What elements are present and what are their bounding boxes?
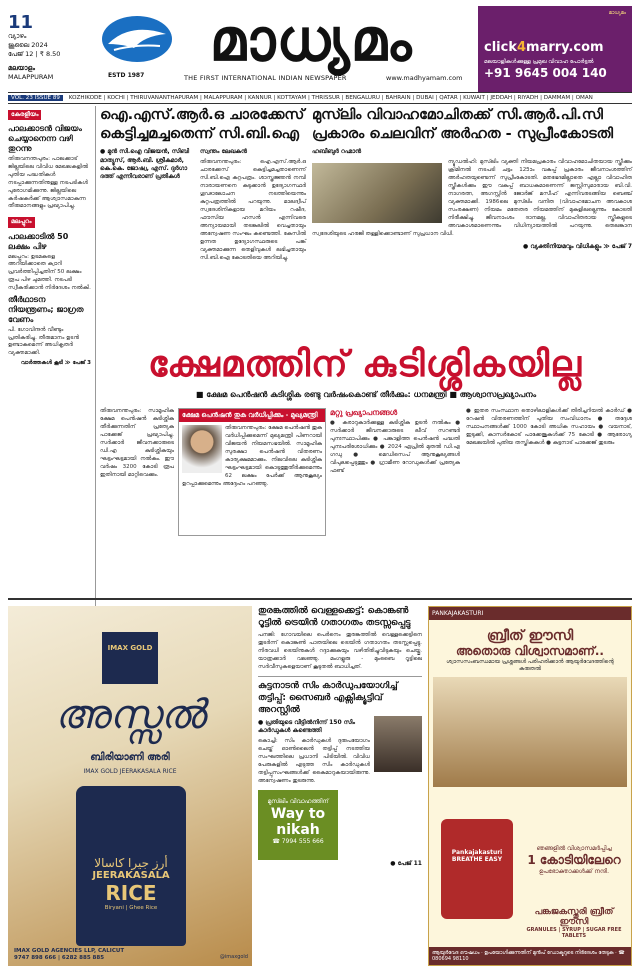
rice-ad-script: അസ്സൽ: [54, 692, 206, 738]
rice-ad-footer: IMAX GOLD AGENCIES LLP, CALICUT 9747 898 666 | 6282 885 885: [14, 947, 125, 961]
sc-headline[interactable]: മുസ്‍ലിം വിവാഹമോചിതക്ക് സി.ആർ.പി.സി പ്രകാരം ചെലവിന് അർഹത - സുപ്രീംകോടതി: [312, 107, 614, 143]
newspaper-logo: മാധ്യമം: [209, 6, 413, 74]
isro-byline: സ്വന്തം ലേഖകൻ: [200, 148, 247, 156]
rice-ad-subtagline: IMAX GOLD JEERAKASALA RICE: [83, 768, 177, 775]
brief-text: തിരുവനന്തപുരം: പാലക്കാട് ജില്ലയിലെ വിവിധ മേഖലകളിൽ പുതിയ പദ്ധതികൾ നടപ്പാക്കുന്നതിനുള്ള നടപടികൾ പുരോഗമിക്കുന്നു. ജില്ലയിലെ കർഷകർക്ക് ആശ്വാസമാകുന്ന തീരുമാനങ്ങളും പ്രഖ്യാപിച്ചു.: [8, 156, 89, 210]
edition-language: മലയാളം: [8, 64, 35, 73]
breathe-easy-ad[interactable]: [428, 606, 632, 966]
banner-subdeck: ■ ക്ഷേമ പെൻഷൻ കുടിശ്ശിക രണ്ടു വർഷംകൊണ്ട് തീർക്കും: ധനമന്ത്രി ■ ആശ്വാസപ്രഖ്യാപനം: [195, 390, 537, 399]
website-link[interactable]: www.madhyamam.com: [386, 74, 463, 82]
section-divider: [8, 598, 632, 600]
supreme-court-story: [312, 106, 632, 251]
rice-bag-sub: Biryani | Ghee Rice: [104, 905, 158, 911]
date-box: 11 വ്യാഴം ജൂലൈ 2024 പേജ് 12 | ₹ 8.50 മലയാളം MALAPPURAM: [8, 14, 72, 82]
sc-byline: ഹബീബുർ റഹ്മാൻ: [312, 148, 362, 156]
announcements-title: മറ്റു പ്രഖ്യാപനങ്ങൾ: [330, 408, 398, 417]
ad-headline: ബ്രീത് ഈസി: [486, 628, 574, 644]
other-announcements: [330, 408, 460, 476]
ad-subtitle: മലയാളികൾക്കുള്ള പ്രമുഖ വിവാഹ പോർട്ടൽ: [484, 59, 594, 65]
sim-fraud-body: കൊച്ചി: സിം കാർഡുകൾ ദുരുപയോഗം ചെയ്ത് ഓൺലൈൻ തട്ടിപ്പ് നടത്തിയ സംഘത്തിലെ പ്രധാനി പിടിയിൽ. വിവിധ പേരുകളിൽ എടുത്ത സിം കാർഡുകൾ തട്ടിപ്പുസംഘങ്ങൾക്ക് കൈമാറുകയായിരുന്നു. അന്വേഷണം തുടരുന്നു.: [258, 738, 370, 785]
announcements-col3: [466, 408, 632, 448]
volume-label: VOL. 23 ISSUE 89: [8, 95, 63, 101]
brief-headline[interactable]: പാലക്കാടൻ വിജയം ചെയ്യാനെന്ന വഴി തുറന്നു: [8, 124, 82, 154]
cm-box-title[interactable]: ക്ഷേമ പെൻഷൻ തുക വർധിപ്പിക്കും - മുഖ്യമന്ത്രി: [179, 409, 325, 422]
accused-photo: [374, 716, 422, 772]
supreme-court-photo: [312, 163, 442, 223]
page-count: പേജ് 12: [8, 49, 34, 58]
dove-emblem-icon: [100, 14, 174, 64]
ad-description: ശ്വാസസംബന്ധമായ പ്രശ്നങ്ങൾ പരിഹരിക്കാൻ ആയുർവേദത്തിന്റെ കരുതൽ: [446, 659, 614, 672]
tagline: THE FIRST INTERNATIONAL INDIAN NEWSPAPER: [184, 74, 347, 82]
cm-box-body: തിരുവനന്തപുരം: ക്ഷേമ പെൻഷൻ തുക വർധിപ്പിക്കുമെന്ന് മുഖ്യമന്ത്രി പിണറായി വിജയൻ നിയമസഭയിൽ. സാമൂഹിക സുരക്ഷാ പെൻഷൻ വിതരണം കാര്യക്ഷമമാക്കും. നിലവിലെ കുടിശ്ശിക ഘട്ടംഘട്ടമായി കൊടുത്തുതീർക്കുമെന്നും 62 ലക്ഷം പേർക്ക് ആനുകൂല്യം ഉറപ്പാക്കുമെന്നും അദ്ദേഹം പറഞ്ഞു.: [182, 425, 322, 487]
estd-label: ESTD 1987: [108, 72, 145, 79]
date-day: 11: [8, 12, 34, 33]
sc-more-link[interactable]: ● വ്യക്തിനിയമവും വിധികളും ≫ പേജ് 7: [523, 242, 632, 250]
bottom-more[interactable]: ● പേജ് 11: [390, 860, 422, 868]
product-jar: Pankajakasturi BREATHE EASY: [441, 819, 513, 919]
brief-headline[interactable]: തീർഥാടന നിയന്ത്രണം; ജാഗ്രത വേണം: [8, 294, 84, 324]
rice-ad-tagline: ബിരിയാണി അരി: [90, 752, 170, 763]
isro-body: തിരുവനന്തപുരം: ഐ.എസ്.ആർ.ഒ ചാരക്കേസ് കെട്ടിച്ചമച്ചതാണെന്ന് സി.ബി.ഐ കുറ്റപത്രം. ശാസ്ത്രജ്ഞൻ നമ്പി നാരായണനെ കുടുക്കാൻ ഉദ്യോഗസ്ഥർ ഗൂഢാലോചന നടത്തിയെന്നും കുറ്റപത്രത്തിൽ പറയുന്നു. മാലദ്വീപ് സ്വദേശിനികളായ മറിയം റഷീദ, ഫൗസിയ ഹസൻ എന്നിവരെ അന്യായമായി തടങ്കലിൽ വെച്ചതായും അന്വേഷണ സംഘം കണ്ടെത്തി. കേസിൽ ഉന്നത ഉദ്യോഗസ്ഥരുടെ പങ്ക് വ്യക്തമാക്കുന്ന തെളിവുകൾ ലഭിച്ചതായും സി.ബി.ഐ കോടതിയെ അറിയിച്ചു.: [200, 159, 306, 261]
pension-left-col: [100, 408, 174, 480]
konkan-body: പനജി: ഗോവയിലെ പെർനെം തുരങ്കത്തിൽ വെള്ളക്കെട്ടിനെ തുടർന്ന് കൊങ്കൺ പാതയിലെ ട്രെയിൻ ഗതാഗതം തടസ്സപ്പെട്ടു. നിരവധി ട്രെയിനുകൾ റദ്ദാക്കുകയും വഴിതിരിച്ചുവിടുകയും ചെയ്തു. യാത്രക്കാർ വലഞ്ഞു. മംഗളൂരു - മുംബൈ റൂട്ടിലെ സർവീസുകളെയാണ് കൂടുതൽ ബാധിച്ചത്.: [258, 632, 422, 671]
banner-headline[interactable]: ക്ഷേമത്തിന് കുടിശ്ശികയില്ല: [147, 344, 583, 385]
edition-name: MALAPPURAM: [8, 73, 54, 82]
ad-footer: ആയുർവേദ ഔഷധം · ഉപയോഗിക്കുന്നതിന് മുൻപ് ഡോക്ടറുടെ നിർദേശം തേടുക · ☎ 080694 98110: [429, 947, 632, 965]
ad-brand-bar: PANKAJAKASTURI: [429, 607, 631, 620]
masthead: [8, 6, 632, 90]
brief-text: പി. ഗോവിന്ദൻ വീണ്ടും പ്രതികരിച്ചു. തീരുമാനം ഉടൻ ഉണ്ടാകുമെന്ന് അധികൃതർ വ്യക്തമാക്കി.: [8, 326, 79, 357]
weekday: വ്യാഴം: [8, 32, 27, 40]
section-tag-keraleeyam: കേരളീയം: [8, 110, 41, 120]
product-name: പങ്കജകസ്തൂരി ബ്രീത് ഈസി GRANULES | SYRUP | SUGAR FREE TABLETS: [526, 907, 622, 939]
left-column: [8, 106, 96, 606]
sc-body: ന്യൂഡൽഹി: മുസ്‍ലിം വ്യക്തി നിയമപ്രകാരം വിവാഹമോചിതയായ സ്ത്രീക്കും ക്രിമിനൽ നടപടി ചട്ടം 125ാം വകുപ്പ് പ്രകാരം ജീവനാംശത്തിന് അർഹതയുണ്ടെന്ന് സുപ്രീംകോടതി. മതഭേദമില്ലാതെ എല്ലാ വിവാഹിത സ്ത്രീകൾക്കും ഈ വകുപ്പ് ബാധകമാണെന്ന് ജസ്റ്റിസുമാരായ ബി.വി. നാഗരത്ന, അഗസ്റ്റിൻ ജോർജ് മസീഹ് എന്നിവരടങ്ങിയ ബെഞ്ച് വ്യക്തമാക്കി. 1986ലെ മുസ്‍ലിം വനിത (വിവാഹമോചന അവകാശ സംരക്ഷണ) നിയമം മതേതര നിയമത്തിന് മുകളിലല്ലെന്നും കോടതി നിരീക്ഷിച്ചു. ജീവനാംശം ദാനമല്ല, വിവാഹിതരായ സ്ത്രീകളുടെ അവകാശമാണെന്നും വിധിന്യായത്തിൽ പറയുന്നു. തെലങ്കാന സ്വദേശിയുടെ ഹരജി തള്ളിക്കൊണ്ടാണ് സുപ്രധാന വിധി.: [312, 159, 632, 237]
rice-bag-arabic: أرز جيرا كاسالا: [94, 856, 168, 870]
section-tag-malappuram: മലപ്പുറം: [8, 217, 35, 227]
instagram-handle: @imaxgold: [219, 954, 248, 960]
imax-gold-rice-ad[interactable]: [8, 606, 252, 966]
family-photo: [433, 677, 627, 787]
isro-bullets: ● മുൻ സി.ഐ വിജയൻ, സിബി മാത്യൂസ്, ആർ.ബി. ശ്രീകുമാർ, കെ.കെ. ജോഷ്വ, എസ്. ദുർഗാ ദത്ത് എന്നിവരാണ് പ്രതികൾ: [100, 148, 190, 181]
brief-text: മലപ്പുറം: ഉടമകളെ അറിയിക്കാതെ ക്വാറി പ്രവർത്തിപ്പിച്ചതിന് 50 ലക്ഷം രൂപ പിഴ ചുമത്തി. നടപടി സ്വീകരിക്കാൻ നിർദേശം നൽകി.: [8, 253, 91, 291]
konkan-headline[interactable]: തുരങ്കത്തിൽ വെള്ളക്കെട്ട്: കൊങ്കൺ റൂട്ടിൽ ട്രെയിൻ ഗതാഗതം തടസ്സപ്പെട്ടു: [258, 606, 411, 628]
rice-bag: [76, 786, 186, 946]
pension-left-body: തിരുവനന്തപുരം: സാമൂഹിക ക്ഷേമ പെൻഷൻ കുടിശ്ശിക തീർക്കുന്നതിന് പ്രത്യേക പാക്കേജ് പ്രഖ്യാപിച്ചു. സർക്കാർ ജീവനക്കാരുടെ ഡി.എ കുടിശ്ശികയും ഘട്ടംഘട്ടമായി നൽകും. ഈ വർഷം 3200 കോടി രൂപ ഇതിനായി മാറ്റിവെക്കും.: [100, 408, 174, 478]
ad-trust-note: ഞങ്ങളിൽ വിശ്വാസമർപ്പിച്ച 1 കോടിയിലേറെ ഉപഭോക്താക്കൾക്ക് നന്ദി.: [527, 845, 621, 875]
isro-story: [100, 106, 306, 263]
price: ₹ 8.50: [39, 49, 61, 58]
rice-bag-rice: RICE: [105, 881, 157, 905]
brief-headline[interactable]: പാലക്കാടിൽ 50 ലക്ഷം പിഴ: [8, 231, 69, 251]
ad-subheadline: അതൊരു വിശ്വാസമാണ്..: [455, 644, 604, 658]
edition-bar: [8, 92, 632, 104]
cm-pension-box: [178, 408, 326, 536]
more-link[interactable]: വാർത്തകൾ കൂടി ≫ പേജ് 3: [20, 360, 91, 367]
edition-cities: KOZHIKODE | KOCHI | THIRUVANANTHAPURAM | MALAPPURAM | KANNUR | KOTTAYAM | THRISSUR | BENGALURU | BAHRAIN | DUBAI | QATAR | KUWAIT | JEDDAH | RIYADH | DAMMAM | OMAN: [68, 95, 593, 101]
announcements-body: ● കരാറുകാർക്കുള്ള കുടിശ്ശിക ഉടൻ നൽകും ● സർക്കാർ ജീവനക്കാരുടെ ലീവ് സറണ്ടർ പുനഃസ്ഥാപിക്കും ● പങ്കാളിത്ത പെൻഷൻ പദ്ധതി പുനഃപരിശോധിക്കും ● 2024 ഏപ്രിൽ മുതൽ ഡി.എ ഗഡു ● മെഡിസെപ് ആനുകൂല്യങ്ങൾ വിപുലപ്പെടുത്തും ● ഗ്രാമീണ റോഡുകൾക്ക് പ്രത്യേക ഫണ്ട്: [330, 420, 460, 474]
way-to-nikah-ad[interactable]: മുസ്‍ലിം വിവാഹത്തിന് Way to nikah ☎ 7994 555 666: [258, 790, 338, 860]
ad-phone: +91 9645 004 140: [484, 66, 607, 80]
ad-brand: click4marry.com: [484, 40, 604, 55]
sim-fraud-caption: ● പ്രതിയുടെ വീട്ടിൽനിന്ന് 150 സിം കാർഡുകൾ കണ്ടെത്തി: [258, 719, 355, 735]
date-month: ജൂലൈ 2024: [8, 40, 48, 49]
isro-headline[interactable]: ഐ.എസ്.ആർ.ഒ ചാരക്കേസ് കെട്ടിച്ചമച്ചതെന്ന് സി.ബി.ഐ: [100, 107, 305, 143]
chief-minister-photo: [182, 425, 222, 473]
imax-logo: IMAX GOLD: [102, 632, 158, 684]
sim-fraud-headline[interactable]: കുട്ടനാടൻ സിം കാർഡുപയോഗിച്ച് തട്ടിപ്പ്: സൈബർ എക്സിക്യൂട്ടിവ് അറസ്റ്റിൽ: [258, 681, 398, 715]
announcements-col3-body: ● ഇതര സംസ്ഥാന തൊഴിലാളികൾക്ക് തിരിച്ചറിയൽ കാർഡ് ● റേഷൻ വിതരണത്തിന് പുതിയ സംവിധാനം ● തദ്ദേശ സ്ഥാപനങ്ങൾക്ക് 1000 കോടി അധിക സഹായം ● വയനാട്, ഇടുക്കി, കാസർകോട് പാക്കേജുകൾക്ക് 75 കോടി ● ആരോഗ്യ മേഖലയിൽ പുതിയ തസ്തികകൾ ● കുട്ടനാട് പാക്കേജ് തുടരും: [466, 408, 632, 446]
click4marry-ad[interactable]: [478, 6, 632, 92]
rice-bag-name: JEERAKASALA: [92, 870, 170, 881]
bottom-stories: [258, 606, 422, 966]
ad-badge: മാധ്യമം: [608, 10, 626, 16]
